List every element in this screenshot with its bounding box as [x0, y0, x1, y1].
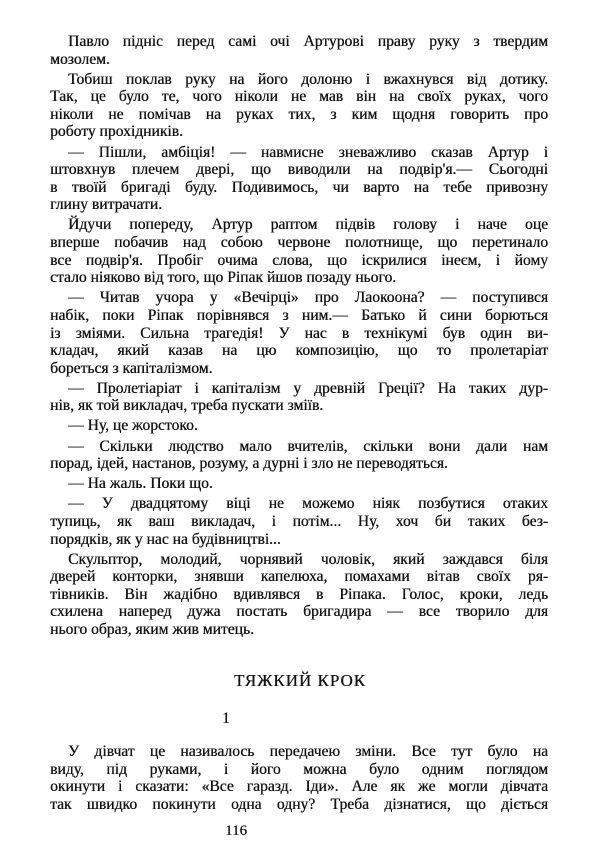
text-line: — Ну, це жорстоко. [68, 417, 198, 435]
text-line: — Скільки людство мало вчителів, скільки вони дали нам [68, 437, 548, 455]
text-line: тівників. Він жадібно вдивлявся в Ріпака. Голос, кроки, ледь [50, 585, 548, 603]
text-line: — На жаль. Поки що. [68, 475, 213, 493]
paragraph [50, 743, 548, 813]
text-line: бореться з капіталізмом. [50, 359, 213, 377]
paragraph [50, 417, 548, 435]
text-line: стало ніяково від того, що Ріпак йшов позаду нього. [50, 269, 397, 287]
text-line: У дівчат це називалось передачею зміни. Все тут було на [68, 743, 548, 760]
paragraph [50, 495, 548, 548]
paragraph [50, 380, 548, 415]
text-line: Скульптор, молодий, чорнявий чоловік, який заждався біля [68, 550, 548, 568]
text-line: мозолем. [50, 50, 110, 68]
text-line: із зміями. Сильна трагедія! У нас в технікумі був один ви- [50, 324, 548, 342]
text-line: — Пішли, амбіція! — навмисне зневажливо сказав Артур і [68, 143, 548, 161]
paragraph [50, 438, 548, 473]
text-line: ніколи не помічав на руках тих, з ким щодня говорить про [50, 105, 548, 123]
text-line: Йдучи попереду, Артур раптом підвів голову і наче оце [68, 216, 548, 234]
text-line: все подвір'я. Пробіг очима слова, що іскрилися інеєм, і йому [50, 251, 548, 269]
paragraph [50, 475, 548, 493]
text-line: Павло підніс перед самі очі Артурові праву руку з твердим [68, 33, 548, 50]
text-line: набік, поки Ріпак порівнявся з ним.— Батько й сини борються [50, 306, 548, 324]
text-line: глину витрачати. [50, 196, 162, 214]
text-line: порад, ідей, настанов, розуму, а дурні і зло не переводяться. [50, 455, 448, 473]
text-line: окинути і сказати: «Все гаразд. Іди». Але як же могли дівчата [50, 778, 548, 796]
text-line: — Пролетіаріат і капіталізм у древній Греції? На таких дур- [68, 379, 548, 397]
text-line: Так, це було те, чого ніколи не мав він на своїх руках, чого [50, 88, 548, 106]
text-line: порядків, як у нас на будівництві... [50, 530, 281, 548]
paragraph [50, 33, 548, 68]
paragraph [50, 144, 548, 214]
text-line: — У двадцятому віці не можемо ніяк позбутися отаких [68, 495, 548, 513]
text-line: в твоїй бригаді буду. Подивимось, чи варто на тебе привозну [50, 178, 548, 196]
text-line: схилена наперед дужа постать бригадира — все творило для [50, 603, 548, 621]
text-line: — Читав учора у «Вечірці» про Лаокоона? — поступився [68, 289, 548, 307]
text-line: дверей конторки, знявши капелюха, помахами вітав своїх ря- [50, 568, 548, 586]
chapter-number: 1 [222, 710, 230, 727]
text-line: так швидко покинути одна одну? Треба дізнатися, що діється [50, 795, 548, 813]
text-line: кладач, який казав на цю композицію, що то пролетаріат [50, 342, 548, 360]
text-line: Тобиш поклав руку на його долоню і вжахнувся від дотику. [68, 70, 548, 88]
body-text-top [50, 33, 548, 641]
text-line: нього образ, яким жив митець. [50, 621, 254, 638]
paragraph [50, 289, 548, 377]
paragraph [50, 551, 548, 639]
text-line: штовхнув плечем двері, що виводили на подвір'я.— Сьогодні [50, 161, 548, 179]
page-number: 116 [225, 823, 247, 839]
paragraph [50, 71, 548, 141]
text-line: виду, під руками, і його можна було одним поглядом [50, 760, 548, 778]
text-line: нів, як той викладач, треба пускати зміїв. [50, 397, 324, 415]
chapter-title: ТЯЖКИЙ КРОК [233, 671, 367, 690]
text-line: вперше побачив над собою червоне полотнище, що перетинало [50, 234, 548, 252]
paragraph [50, 216, 548, 286]
text-line: роботу прохідників. [50, 123, 183, 141]
body-text-bottom [50, 743, 548, 816]
text-line: тупиць, як ваш викладач, і потім... Ну, хоч би таких без- [50, 512, 548, 530]
